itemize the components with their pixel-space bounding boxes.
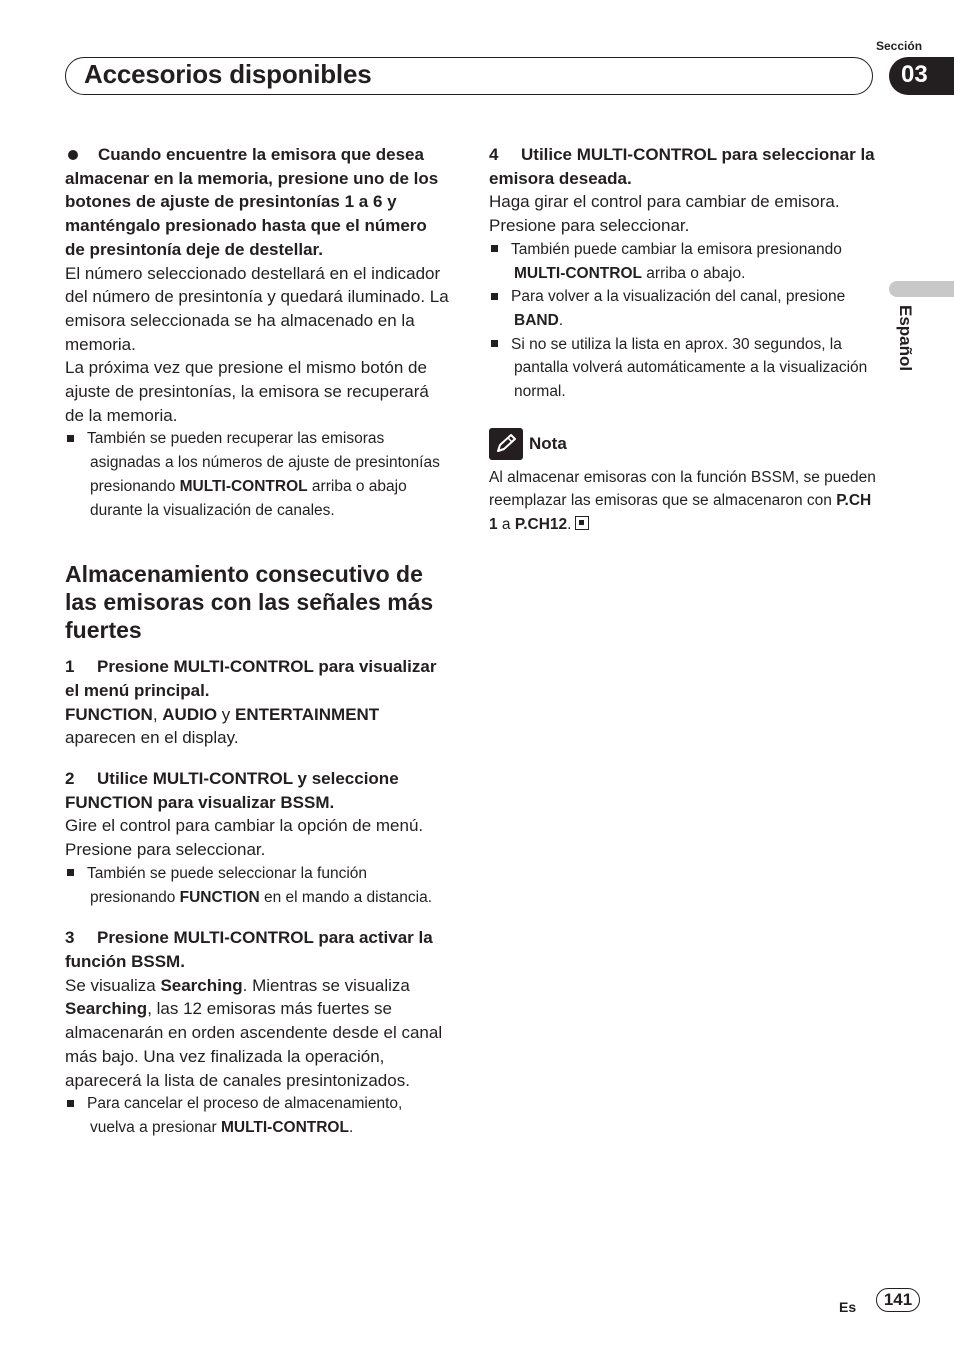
page-number: 141 (876, 1288, 920, 1312)
step-body: Se visualiza Searching. Mientras se visualiza Searching, las 12 emisoras más fuertes se almacenarán en orden ascendente desde el canal más bajo. Una vez finalizada la operación, aparecerá la lista de canales presintonizados. (65, 975, 443, 1090)
section-label: Sección (876, 39, 923, 53)
step-title: 1 Presione MULTI-CONTROL para visualizar el menú principal. (65, 657, 437, 700)
note-header (489, 428, 879, 460)
language-tab-bar (889, 281, 954, 297)
note-body: Al almacenar emisoras con la función BSSM, se pueden reemplazar las emisoras que se almacenaron con P.CH 1 a P.CH12. (489, 468, 876, 534)
paragraph: El número seleccionado destellará en el indicador del número de presintonía y quedará iluminado. La emisora seleccionada se ha almacenado en la memoria. (65, 263, 449, 354)
step-body: Haga girar el control para cambiar de emisora. Presione para seleccionar. (489, 192, 840, 236)
note-item: Si no se utiliza la lista en aprox. 30 segundos, la pantalla volverá automáticamente a la visualización normal. (489, 333, 879, 404)
step-title: 3 Presione MULTI-CONTROL para activar la función BSSM. (65, 928, 433, 971)
right-column (489, 143, 879, 537)
bullet-dot-icon (68, 150, 78, 160)
square-bullet-icon (67, 1100, 74, 1107)
note-item: También se pueden recuperar las emisoras asignadas a los números de ajuste de presintonías presionando MULTI-CONTROL arriba o abajo durante la visualización de canales. (65, 427, 451, 522)
square-bullet-icon (491, 340, 498, 347)
square-bullet-icon (67, 869, 74, 876)
bullet-instruction-text: Cuando encuentre la emisora que desea almacenar en la memoria, presione uno de los botones de ajuste de presintonías 1 a 6 y manténgalo presionado hasta que el número de presintonía deje de destellar. (65, 145, 439, 259)
paragraph: La próxima vez que presione el mismo botón de ajuste de presintonías, la emisora se recuperará de la memoria. (65, 358, 429, 425)
square-bullet-icon (67, 435, 74, 442)
note-item: Para volver a la visualización del canal, presione BAND. (489, 285, 879, 332)
square-bullet-icon (491, 245, 498, 252)
end-square-icon (575, 516, 589, 530)
step-title: 4 Utilice MULTI-CONTROL para seleccionar la emisora deseada. (489, 145, 875, 188)
section-heading: Almacenamiento consecutivo de las emisoras con las señales más fuertes (65, 561, 434, 644)
bullet-instruction (65, 143, 451, 262)
note-item: También se puede seleccionar la función presionando FUNCTION en el mando a distancia. (65, 862, 451, 909)
step-body: Gire el control para cambiar la opción de menú. Presione para seleccionar. (65, 816, 424, 860)
page-title: Accesorios disponibles (84, 59, 372, 89)
footer-language: Es (839, 1299, 857, 1315)
note-label: Nota (529, 433, 567, 453)
language-tab-label: Español (896, 305, 915, 372)
note-item: Para cancelar el proceso de almacenamiento, vuelva a presionar MULTI-CONTROL. (65, 1092, 451, 1139)
left-column (65, 143, 451, 1140)
step-body: FUNCTION, AUDIO y ENTERTAINMENT aparecen en el display. (65, 704, 380, 748)
section-number-badge: 03 (889, 57, 954, 95)
square-bullet-icon (491, 293, 498, 300)
step-title: 2 Utilice MULTI-CONTROL y seleccione FUNCTION para visualizar BSSM. (65, 769, 399, 812)
pencil-note-icon (489, 428, 523, 460)
note-item: También puede cambiar la emisora presionando MULTI-CONTROL arriba o abajo. (489, 238, 879, 285)
